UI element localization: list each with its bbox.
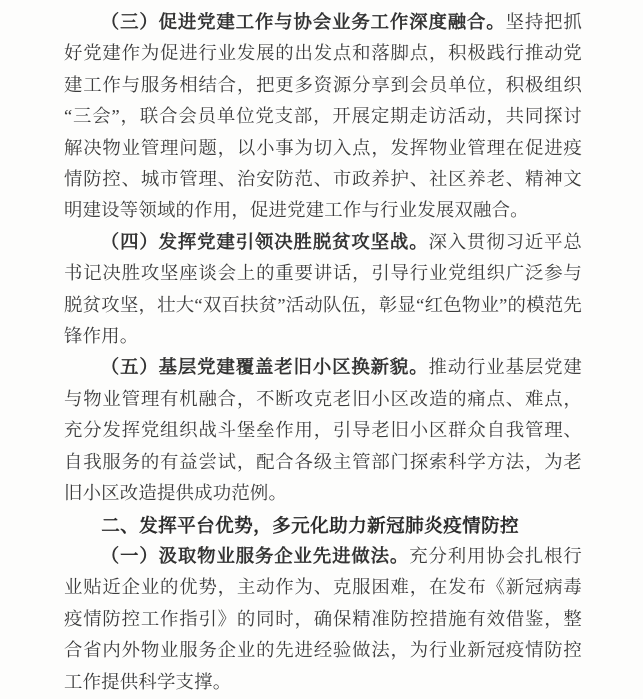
paragraph-section-one-lead: （一）汲取物业服务企业先进做法。 bbox=[100, 545, 410, 566]
paragraph-section-four bbox=[64, 227, 582, 353]
paragraph-section-three-body: 坚持把抓好党建作为促进行业发展的出发点和落脚点，积极践行推动党建工作与服务相结合，把更多资源分享到会员单位，积极组织“三会”，联合会员单位党支部，开展定期走访活动，共同探讨解决物业管理问题，以小事为切入点，发挥物业管理在促进疫情防控、城市管理、治安防范、市政养护、社区养老、精神文明建设等领域的作用，促进党建工作与行业发展双融合。 bbox=[64, 12, 582, 221]
paragraph-section-one bbox=[64, 541, 582, 698]
paragraph-section-one-body: 充分利用协会扎根行业贴近企业的优势，主动作为、克服困难，在发布《新冠病毒疫情防控工作指引》的同时，确保精准防控措施有效借鉴，整合省内外物业服务企业的先进经验做法，为行业新冠疫情防控工作提供科学支撑。 bbox=[64, 545, 582, 692]
paragraph-section-five-lead: （五）基层党建覆盖老旧小区换新貌。 bbox=[100, 357, 429, 378]
paragraph-section-four-body: 深入贯彻习近平总书记决胜攻坚座谈会上的重要讲话，引导行业党组织广泛参与脱贫攻坚，壮大“双百扶贫”活动队伍，彰显“红色物业”的模范先锋作用。 bbox=[64, 231, 582, 347]
paragraph-section-three bbox=[64, 7, 582, 227]
section-two-heading: 二、发挥平台优势，多元化助力新冠肺炎疫情防控 bbox=[101, 514, 520, 536]
paragraph-section-five-body: 推动行业基层党建与物业管理有机融合，不断攻克老旧小区改造的痛点、难点，充分发挥党组织战斗堡垒作用，引导老旧小区群众自我管理、自我服务的有益尝试，配合各级主管部门探索科学方法，为老旧小区改造提供成功范例。 bbox=[64, 357, 582, 504]
paragraph-section-five bbox=[64, 352, 582, 509]
paragraph-section-three-lead: （三）促进党建工作与协会业务工作深度融合。 bbox=[100, 12, 506, 32]
paragraph-section-four-lead: （四）发挥党建引领决胜脱贫攻坚战。 bbox=[100, 231, 429, 252]
